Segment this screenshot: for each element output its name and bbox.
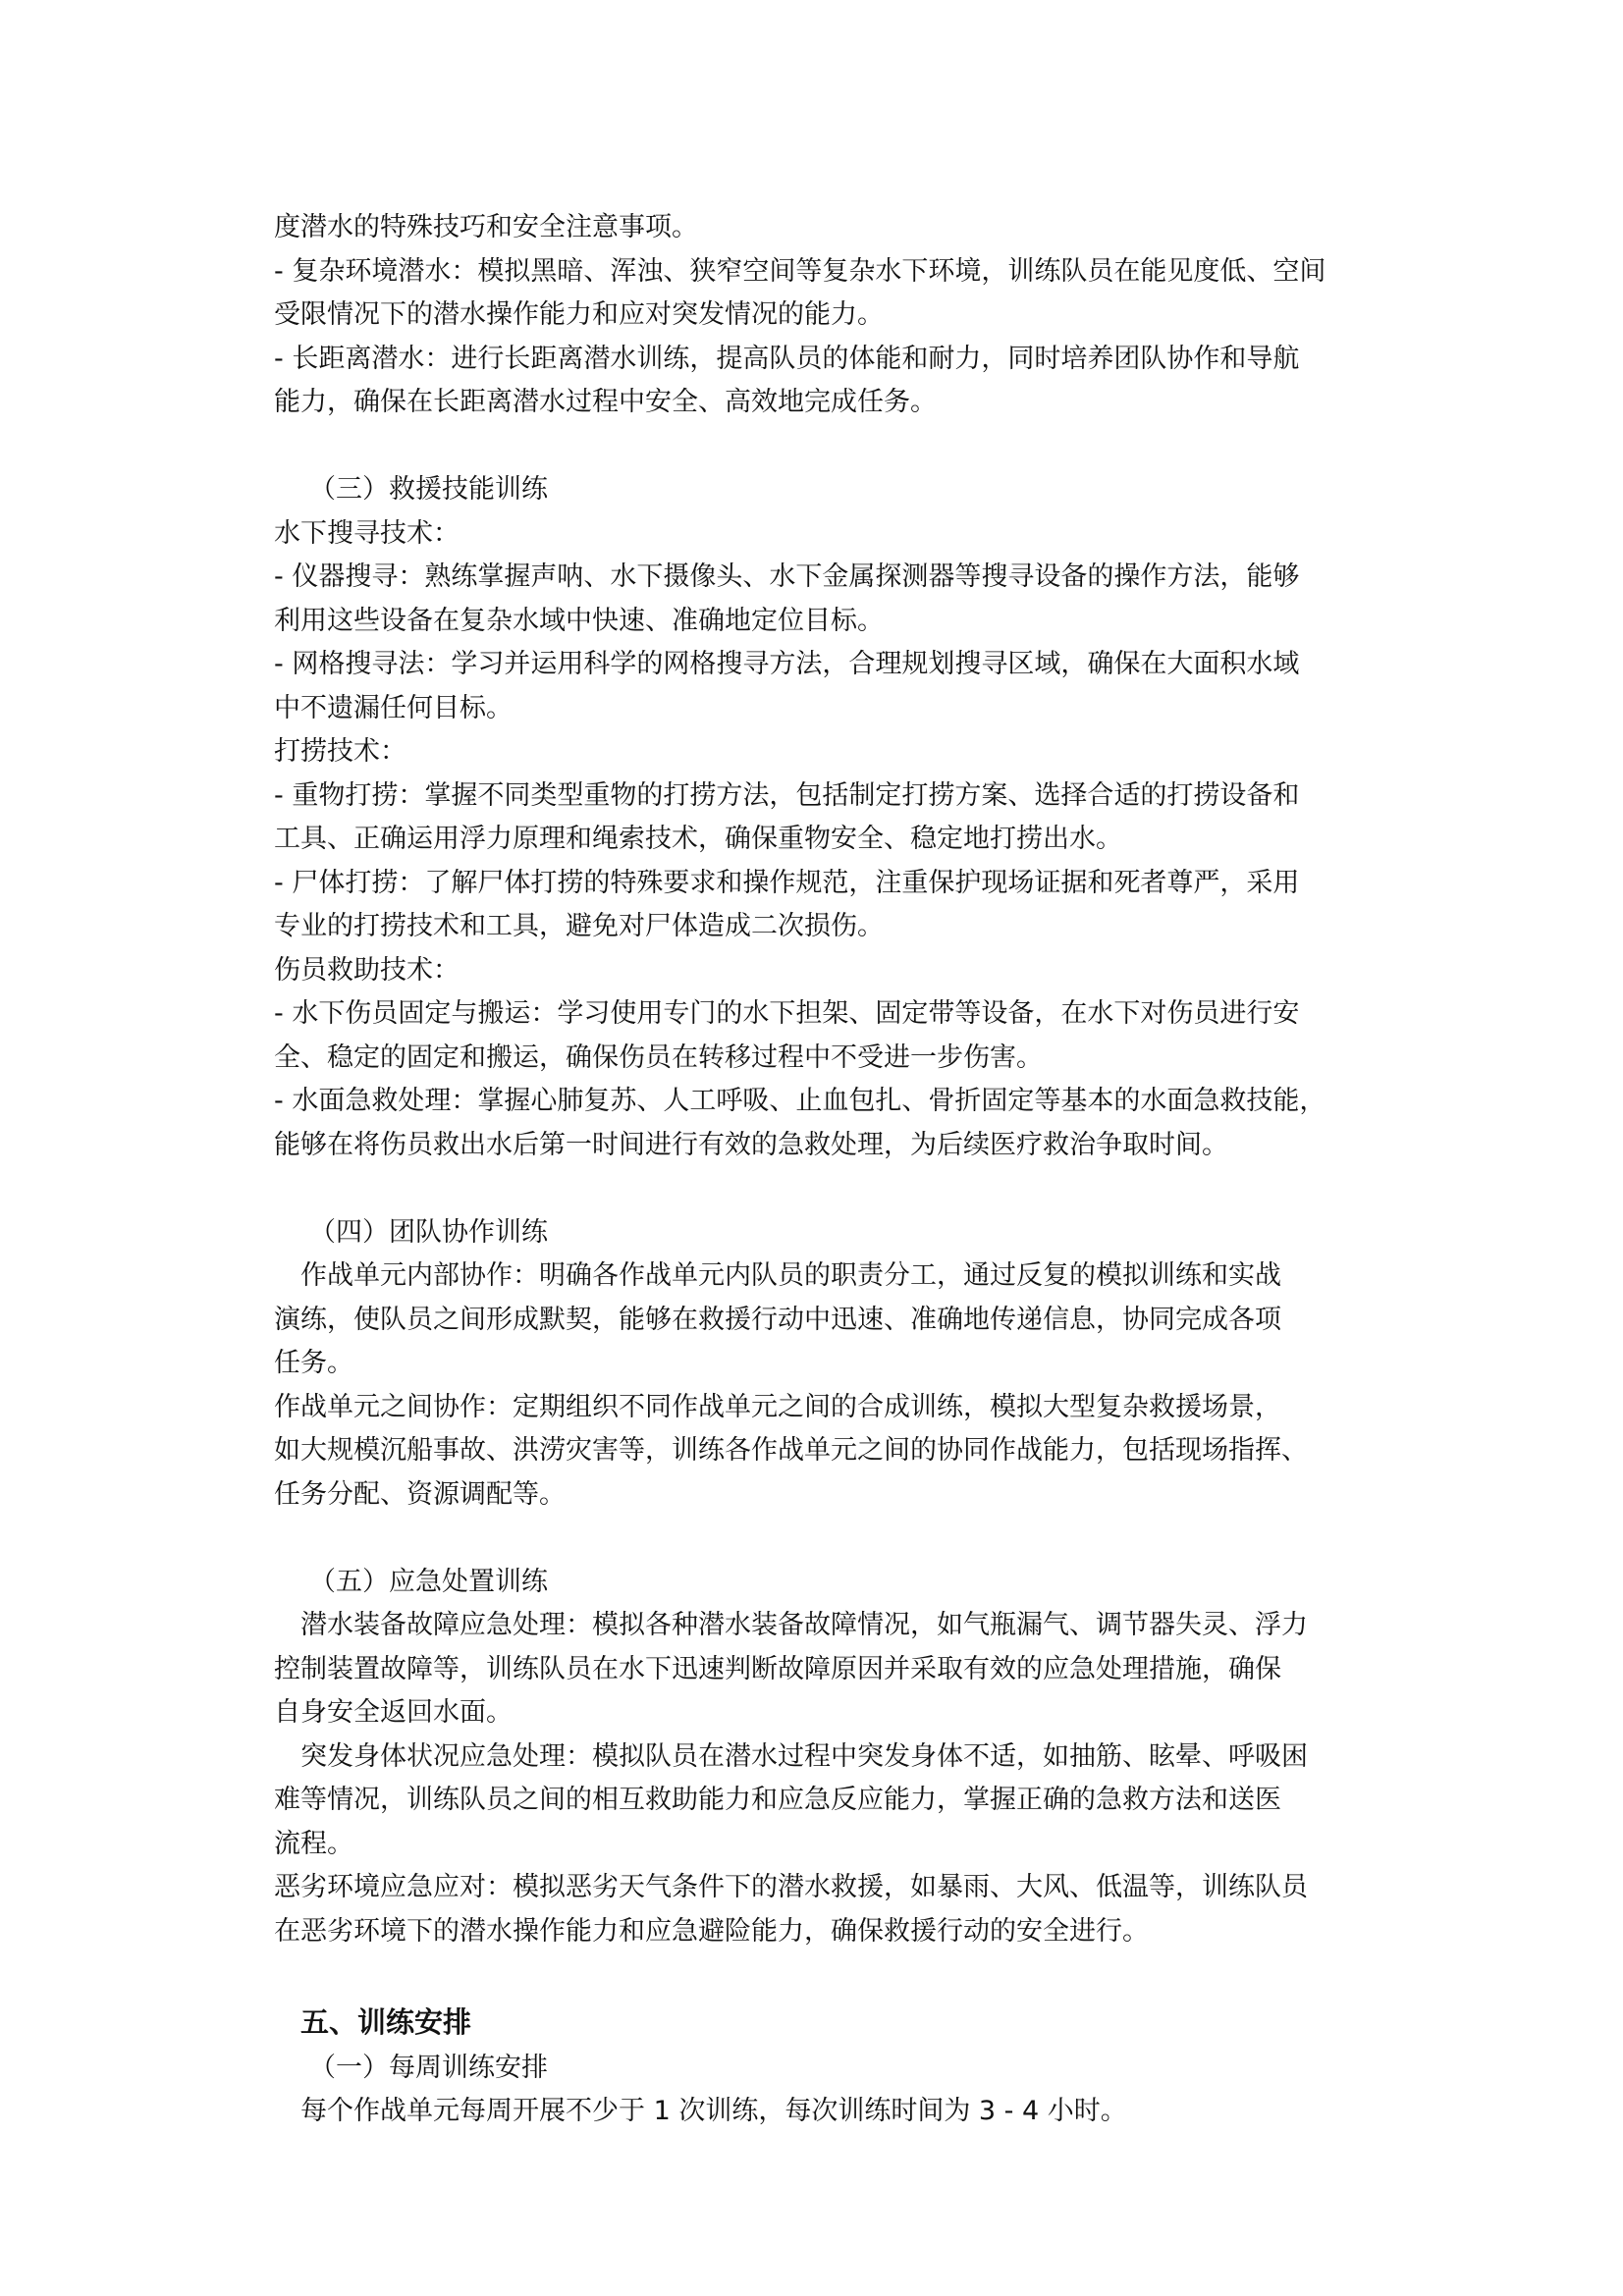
- text-line: 难等情况，训练队员之间的相互救助能力和应急反应能力，掌握正确的急救方法和送医: [274, 1785, 1281, 1815]
- text-line: 恶劣环境应急应对：模拟恶劣天气条件下的潜水救援，如暴雨、大风、低温等，训练队员: [274, 1872, 1308, 1902]
- text-line: - 仪器搜寻：熟练掌握声呐、水下摄像头、水下金属探测器等搜寻设备的操作方法，能够: [274, 561, 1300, 592]
- intro-section: [274, 206, 1387, 425]
- text-line: - 水面急救处理：掌握心肺复苏、人工呼吸、止血包扎、骨折固定等基本的水面急救技能，: [274, 1086, 1326, 1116]
- text-line: 受限情况下的潜水操作能力和应对突发情况的能力。: [274, 299, 884, 330]
- text-line: 专业的打捞技术和工具，避免对尸体造成二次损伤。: [274, 911, 884, 941]
- section-title: （五）应急处置训练: [309, 1566, 548, 1597]
- text-line: 流程。: [274, 1828, 353, 1859]
- text-line: 能够在将伤员救出水后第一时间进行有效的急救处理，为后续医疗救治争取时间。: [274, 1129, 1228, 1160]
- text-line: 每个作战单元每周开展不少于 1 次训练，每次训练时间为 3 - 4 小时。: [300, 2096, 1127, 2126]
- team-collaboration-section: [274, 1211, 1387, 1518]
- emergency-training-section: [274, 1561, 1387, 1954]
- text-line: 任务分配、资源调配等。: [274, 1478, 566, 1510]
- text-line: 突发身体状况应急处理：模拟队员在潜水过程中突发身体不适，如抽筋、眩晕、呼吸困: [300, 1740, 1308, 1772]
- text-line: 如大规模沉船事故、洪涝灾害等，训练各作战单元之间的协同作战能力，包括现场指挥、: [274, 1435, 1308, 1466]
- section-title: （四）团队协作训练: [309, 1216, 548, 1248]
- text-line: 工具、正确运用浮力原理和绳索技术，确保重物安全、稳定地打捞出水。: [274, 824, 1122, 854]
- text-line: - 尸体打捞：了解尸体打捞的特殊要求和操作规范，注重保护现场证据和死者尊严，采用: [274, 867, 1300, 898]
- section-title: （一）每周训练安排: [309, 2052, 548, 2083]
- text-line: 自身安全返回水面。: [274, 1697, 513, 1728]
- text-line: 全、稳定的固定和搬运，确保伤员在转移过程中不受进一步伤害。: [274, 1041, 1043, 1073]
- text-line: 利用这些设备在复杂水域中快速、准确地定位目标。: [274, 605, 884, 636]
- document-body: [274, 206, 1387, 2134]
- text-line: 中不遗漏任何目标。: [274, 692, 513, 723]
- text-line: 水下搜寻技术：: [274, 517, 460, 549]
- text-line: 伤员救助技术：: [274, 954, 460, 986]
- section-title: （三）救援技能训练: [309, 474, 548, 505]
- training-schedule-section: [274, 1998, 1387, 2134]
- text-line: 控制装置故障等，训练队员在水下迅速判断故障原因并采取有效的应急处理措施，确保: [274, 1653, 1281, 1684]
- text-line: 打捞技术：: [274, 736, 406, 767]
- text-line: - 长距离潜水：进行长距离潜水训练，提高队员的体能和耐力，同时培养团队协作和导航: [274, 343, 1300, 374]
- text-line: - 水下伤员固定与搬运：学习使用专门的水下担架、固定带等设备，在水下对伤员进行安: [274, 998, 1300, 1029]
- text-line: 在恶劣环境下的潜水操作能力和应急避险能力，确保救援行动的安全进行。: [274, 1915, 1149, 1947]
- text-line: 演练，使队员之间形成默契，能够在救援行动中迅速、准确地传递信息，协同完成各项: [274, 1304, 1281, 1335]
- text-line: 作战单元内部协作：明确各作战单元内队员的职责分工，通过反复的模拟训练和实战: [300, 1260, 1281, 1291]
- text-line: - 复杂环境潜水：模拟黑暗、浑浊、狭窄空间等复杂水下环境，训练队员在能见度低、空间: [274, 255, 1326, 287]
- text-line: 作战单元之间协作：定期组织不同作战单元之间的合成训练，模拟大型复杂救援场景，: [274, 1391, 1281, 1422]
- text-line: - 重物打捞：掌握不同类型重物的打捞方法，包括制定打捞方案、选择合适的打捞设备和: [274, 779, 1300, 811]
- text-line: 潜水装备故障应急处理：模拟各种潜水装备故障情况，如气瓶漏气、调节器失灵、浮力: [300, 1610, 1308, 1640]
- text-line: - 网格搜寻法：学习并运用科学的网格搜寻方法，合理规划搜寻区域，确保在大面积水域: [274, 649, 1300, 679]
- chapter-heading: 五、训练安排: [300, 2004, 472, 2039]
- text-line: 度潜水的特殊技巧和安全注意事项。: [274, 212, 698, 242]
- text-line: 能力，确保在长距离潜水过程中安全、高效地完成任务。: [274, 387, 937, 417]
- text-line: 任务。: [274, 1348, 353, 1378]
- rescue-skills-section: [274, 468, 1387, 1167]
